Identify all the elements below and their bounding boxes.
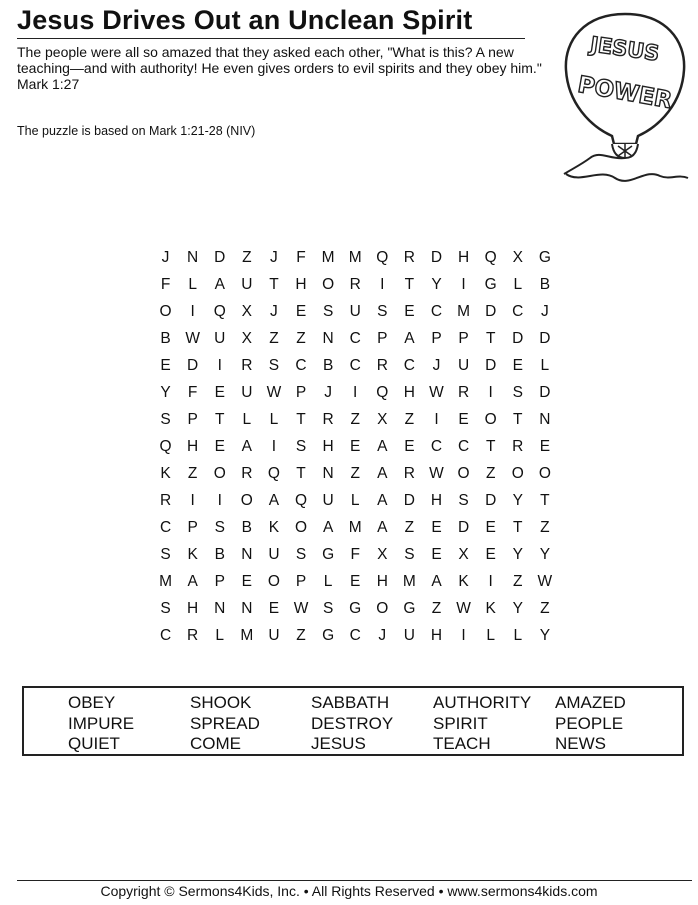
grid-letter[interactable]: M — [348, 519, 362, 536]
grid-letter[interactable]: M — [240, 627, 254, 644]
grid-letter[interactable]: H — [322, 438, 334, 455]
grid-letter[interactable]: W — [429, 465, 444, 482]
grid-letter[interactable]: E — [241, 573, 252, 590]
grid-letter[interactable]: J — [378, 627, 387, 644]
grid-letter[interactable]: A — [377, 519, 388, 536]
grid-letter[interactable]: G — [538, 249, 551, 266]
grid-letter[interactable]: X — [241, 303, 252, 320]
grid-letter[interactable]: A — [377, 438, 388, 455]
grid-letter[interactable]: J — [161, 249, 170, 266]
grid-letter[interactable]: E — [404, 303, 415, 320]
grid-letter[interactable]: C — [403, 357, 415, 374]
grid-letter[interactable]: U — [457, 357, 470, 374]
word-bank-item: PEOPLE — [555, 713, 624, 733]
grid-letter[interactable]: S — [322, 600, 334, 617]
grid-letter[interactable]: I — [190, 492, 195, 509]
grid-letter[interactable]: C — [430, 303, 443, 320]
grid-letter[interactable]: K — [160, 465, 171, 482]
grid-row — [152, 435, 558, 462]
grid-letter[interactable]: O — [240, 492, 253, 509]
grid-letter[interactable]: U — [268, 546, 280, 563]
grid-letter[interactable]: U — [349, 303, 361, 320]
grid-letter[interactable]: S — [458, 492, 469, 509]
grid-letter[interactable]: O — [213, 465, 226, 482]
jesus-power-balloon-logo — [560, 8, 690, 193]
grid-letter[interactable]: F — [296, 249, 306, 266]
grid-letter[interactable]: N — [241, 546, 253, 563]
grid-letter[interactable]: J — [540, 303, 549, 320]
grid-letter[interactable]: L — [513, 276, 523, 293]
scripture-verse: The people were all so amazed that they asked each other, "What is this? A new teaching—and with authority! He even gives orders to evil spirits and they obey him." Mark 1:27 — [17, 44, 542, 92]
grid-letter[interactable]: T — [540, 492, 550, 509]
grid-letter[interactable]: M — [402, 573, 416, 590]
grid-letter[interactable]: W — [429, 384, 444, 401]
grid-letter[interactable]: I — [434, 411, 439, 428]
grid-letter[interactable]: R — [403, 249, 415, 266]
word-list — [68, 693, 665, 755]
grid-letter[interactable]: D — [403, 492, 415, 509]
grid-letter[interactable]: R — [187, 627, 199, 644]
grid-letter[interactable]: H — [430, 627, 443, 644]
grid-letter[interactable]: B — [160, 330, 171, 347]
grid-letter[interactable]: C — [295, 357, 307, 374]
grid-letter[interactable]: W — [537, 573, 553, 590]
grid-letter[interactable]: Z — [404, 519, 415, 536]
grid-letter[interactable]: R — [376, 357, 388, 374]
grid-letter[interactable]: Z — [404, 411, 415, 428]
grid-letter[interactable]: S — [404, 546, 415, 563]
grid-letter[interactable]: H — [403, 384, 415, 401]
word-bank-item: SHOOK — [190, 693, 252, 712]
word-bank-item: NEWS — [555, 734, 606, 753]
grid-letter[interactable]: A — [187, 573, 198, 590]
grid-row — [152, 354, 558, 381]
page-title: Jesus Drives Out an Unclean Spirit — [17, 5, 473, 35]
word-bank-item: SPIRIT — [433, 713, 488, 733]
grid-letter[interactable]: P — [458, 330, 469, 347]
word-search-grid[interactable] — [152, 246, 558, 651]
grid-letter[interactable]: F — [187, 384, 198, 401]
grid-letter[interactable]: B — [241, 519, 252, 536]
grid-letter[interactable]: O — [159, 303, 172, 320]
grid-letter[interactable]: M — [321, 249, 335, 266]
grid-letter[interactable]: Y — [512, 492, 523, 509]
grid-letter[interactable]: E — [485, 519, 496, 536]
grid-letter[interactable]: C — [512, 303, 524, 320]
grid-letter[interactable]: I — [461, 627, 466, 644]
grid-letter[interactable]: H — [187, 438, 199, 455]
grid-letter[interactable]: X — [458, 546, 469, 563]
grid-letter[interactable]: D — [539, 330, 551, 347]
grid-letter[interactable]: L — [540, 357, 550, 374]
grid-row — [152, 381, 558, 408]
word-bank-item: COME — [190, 734, 241, 753]
grid-letter[interactable]: P — [295, 573, 307, 590]
grid-letter[interactable]: I — [353, 384, 358, 401]
grid-row — [152, 570, 558, 597]
word-bank-item: AUTHORITY — [433, 693, 532, 712]
grid-letter[interactable]: P — [214, 573, 225, 590]
grid-letter[interactable]: X — [377, 546, 388, 563]
grid-letter[interactable]: A — [404, 330, 415, 347]
grid-letter[interactable]: N — [322, 330, 334, 347]
grid-letter[interactable]: S — [214, 519, 225, 536]
grid-letter[interactable]: G — [322, 627, 335, 644]
grid-letter[interactable]: Z — [296, 627, 306, 644]
grid-letter[interactable]: F — [350, 546, 360, 563]
grid-letter[interactable]: D — [430, 249, 443, 266]
grid-letter[interactable]: Z — [540, 519, 550, 536]
grid-letter[interactable]: H — [187, 600, 199, 617]
grid-letter[interactable]: S — [295, 438, 307, 455]
title-underline — [17, 38, 525, 39]
grid-letter[interactable]: D — [485, 492, 497, 509]
grid-letter[interactable]: Z — [513, 573, 523, 590]
grid-letter[interactable]: J — [324, 384, 332, 401]
grid-letter[interactable]: Y — [160, 384, 171, 401]
grid-row — [152, 246, 558, 273]
grid-letter[interactable]: Z — [431, 600, 442, 617]
grid-letter[interactable]: X — [241, 330, 252, 347]
grid-letter[interactable]: T — [404, 276, 415, 293]
grid-letter[interactable]: R — [241, 357, 253, 374]
grid-letter[interactable]: U — [268, 627, 280, 644]
grid-letter[interactable]: Z — [242, 249, 252, 266]
word-bank-item: SABBATH — [311, 693, 390, 712]
grid-letter[interactable]: L — [323, 573, 333, 590]
grid-letter[interactable]: K — [268, 519, 280, 536]
grid-letter[interactable]: E — [458, 411, 469, 428]
grid-row — [152, 300, 558, 327]
grid-letter[interactable]: Q — [159, 438, 172, 455]
grid-row — [152, 543, 558, 570]
grid-letter[interactable]: O — [294, 519, 308, 536]
grid-letter[interactable]: P — [187, 411, 198, 428]
grid-letter[interactable]: S — [160, 600, 171, 617]
grid-letter[interactable]: P — [295, 384, 307, 401]
grid-letter[interactable]: T — [269, 276, 279, 293]
grid-letter[interactable]: S — [322, 303, 334, 320]
grid-letter[interactable]: K — [485, 600, 496, 617]
grid-letter[interactable]: U — [322, 492, 334, 509]
grid-letter[interactable]: A — [241, 438, 252, 455]
grid-letter[interactable]: C — [349, 330, 361, 347]
grid-letter[interactable]: D — [512, 330, 524, 347]
grid-letter[interactable]: I — [461, 276, 466, 293]
word-bank-item: AMAZED — [555, 693, 626, 712]
word-bank-item: SPREAD — [190, 713, 260, 733]
grid-letter[interactable]: E — [539, 438, 551, 455]
word-bank-item: TEACH — [433, 734, 491, 753]
grid-letter[interactable]: E — [350, 573, 361, 590]
grid-letter[interactable]: G — [403, 600, 416, 617]
grid-letter[interactable]: S — [377, 303, 388, 320]
grid-letter[interactable]: J — [270, 249, 278, 266]
grid-letter[interactable]: U — [241, 384, 253, 401]
grid-letter[interactable]: A — [377, 492, 388, 509]
grid-letter[interactable]: E — [268, 600, 280, 617]
grid-letter[interactable]: O — [376, 600, 389, 617]
word-bank-item: JESUS — [311, 734, 366, 753]
grid-row — [152, 408, 558, 435]
grid-letter[interactable]: E — [214, 384, 225, 401]
grid-letter[interactable]: E — [350, 438, 361, 455]
grid-letter[interactable]: N — [322, 465, 334, 482]
grid-letter[interactable]: H — [295, 276, 307, 293]
grid-letter[interactable]: S — [160, 546, 171, 563]
grid-letter[interactable]: I — [380, 276, 385, 293]
logo-word-jesus: JESUS — [588, 32, 661, 66]
grid-letter[interactable]: Y — [539, 546, 551, 563]
grid-letter[interactable]: W — [185, 330, 200, 347]
copyright-footer: Copyright © Sermons4Kids, Inc. • All Rights Reserved • www.sermons4kids.com — [100, 883, 598, 899]
grid-letter[interactable]: C — [349, 357, 361, 374]
grid-letter[interactable]: T — [215, 411, 225, 428]
grid-letter[interactable]: A — [268, 492, 280, 509]
grid-letter[interactable]: E — [404, 438, 415, 455]
grid-letter[interactable]: G — [349, 600, 362, 617]
grid-row — [152, 273, 558, 300]
grid-letter[interactable]: N — [214, 600, 226, 617]
grid-letter[interactable]: C — [349, 627, 361, 644]
grid-letter[interactable]: J — [270, 303, 278, 320]
grid-letter[interactable]: G — [484, 276, 497, 293]
grid-letter[interactable]: R — [457, 384, 470, 401]
grid-letter[interactable]: Q — [294, 492, 308, 509]
grid-letter[interactable]: O — [484, 411, 497, 428]
grid-letter[interactable]: Z — [540, 600, 550, 617]
grid-letter[interactable]: M — [457, 303, 471, 320]
grid-letter[interactable]: L — [215, 627, 225, 644]
grid-letter[interactable]: A — [377, 465, 388, 482]
word-bank-item: QUIET — [68, 734, 120, 753]
grid-letter[interactable]: H — [430, 492, 443, 509]
grid-letter[interactable]: W — [293, 600, 309, 617]
grid-row — [152, 624, 558, 651]
grid-letter[interactable]: T — [485, 438, 496, 455]
grid-letter[interactable]: O — [538, 465, 551, 482]
grid-letter[interactable]: W — [456, 600, 471, 617]
grid-letter[interactable]: R — [241, 465, 253, 482]
grid-letter[interactable]: P — [431, 330, 442, 347]
word-bank-item: OBEY — [68, 693, 116, 712]
grid-letter[interactable]: H — [376, 573, 388, 590]
logo-word-power: POWER — [575, 71, 674, 115]
grid-letter[interactable]: T — [485, 330, 496, 347]
grid-row — [152, 516, 558, 543]
grid-letter[interactable]: C — [159, 519, 172, 536]
grid-letter[interactable]: U — [403, 627, 415, 644]
grid-row — [152, 489, 558, 516]
word-bank-item: IMPURE — [68, 713, 135, 733]
grid-letter[interactable]: E — [214, 438, 225, 455]
grid-letter[interactable]: C — [457, 438, 470, 455]
grid-letter[interactable]: N — [241, 600, 253, 617]
grid-letter[interactable]: Y — [512, 546, 523, 563]
grid-letter[interactable]: O — [322, 276, 335, 293]
grid-letter[interactable]: T — [296, 411, 306, 428]
grid-letter[interactable]: A — [214, 276, 225, 293]
grid-row — [152, 462, 558, 489]
grid-letter[interactable]: R — [159, 492, 172, 509]
grid-letter[interactable]: B — [214, 546, 225, 563]
grid-letter[interactable]: A — [322, 519, 334, 536]
grid-letter[interactable]: Q — [484, 249, 497, 266]
grid-letter[interactable]: E — [295, 303, 307, 320]
grid-letter[interactable]: O — [511, 465, 524, 482]
grid-letter[interactable]: N — [187, 249, 199, 266]
grid-letter[interactable]: D — [214, 249, 226, 266]
grid-letter[interactable]: B — [322, 357, 334, 374]
grid-row — [152, 327, 558, 354]
grid-letter[interactable]: D — [485, 357, 497, 374]
grid-letter[interactable]: Y — [431, 276, 442, 293]
grid-letter[interactable]: L — [269, 411, 279, 428]
grid-letter[interactable]: Z — [296, 330, 306, 347]
grid-letter[interactable]: Z — [269, 330, 279, 347]
grid-letter[interactable]: Q — [213, 303, 226, 320]
word-bank-item: DESTROY — [311, 713, 394, 733]
grid-letter[interactable]: O — [457, 465, 470, 482]
grid-letter[interactable]: I — [271, 438, 277, 455]
grid-letter[interactable]: Z — [350, 411, 360, 428]
grid-letter[interactable]: D — [187, 357, 199, 374]
grid-letter[interactable]: I — [488, 384, 493, 401]
grid-letter[interactable]: I — [217, 357, 222, 374]
grid-letter[interactable]: P — [187, 519, 198, 536]
grid-letter[interactable]: M — [348, 249, 362, 266]
grid-letter[interactable]: W — [266, 384, 282, 401]
grid-letter[interactable]: X — [512, 249, 523, 266]
puzzle-source-note: The puzzle is based on Mark 1:21-28 (NIV) — [17, 124, 256, 138]
grid-letter[interactable]: R — [512, 438, 524, 455]
grid-letter[interactable]: D — [539, 384, 551, 401]
grid-letter[interactable]: U — [214, 330, 226, 347]
grid-letter[interactable]: H — [457, 249, 470, 266]
grid-letter[interactable]: E — [512, 357, 523, 374]
grid-letter[interactable]: S — [160, 411, 171, 428]
grid-letter[interactable]: Q — [376, 249, 389, 266]
footer-divider — [17, 880, 692, 881]
grid-letter[interactable]: D — [485, 303, 497, 320]
grid-letter[interactable]: Z — [485, 465, 496, 482]
grid-letter[interactable]: L — [350, 492, 360, 509]
grid-letter[interactable]: Q — [267, 465, 280, 482]
word-bank — [22, 686, 684, 756]
grid-letter[interactable]: L — [188, 276, 197, 293]
grid-letter[interactable]: B — [539, 276, 551, 293]
grid-letter[interactable]: L — [513, 627, 523, 644]
grid-letter[interactable]: R — [403, 465, 415, 482]
grid-letter[interactable]: F — [160, 276, 171, 293]
grid-letter[interactable]: Q — [376, 384, 389, 401]
grid-letter[interactable]: J — [432, 357, 441, 374]
grid-letter[interactable]: X — [377, 411, 388, 428]
grid-letter[interactable]: K — [458, 573, 469, 590]
grid-letter[interactable]: L — [486, 627, 495, 644]
grid-letter[interactable]: R — [322, 411, 334, 428]
grid-letter[interactable]: I — [217, 492, 222, 509]
grid-letter[interactable]: Z — [350, 465, 360, 482]
grid-letter[interactable]: M — [159, 573, 172, 590]
grid-letter[interactable]: P — [377, 330, 388, 347]
grid-letter[interactable]: Y — [539, 627, 551, 644]
grid-letter[interactable]: G — [322, 546, 335, 563]
grid-letter[interactable]: K — [187, 546, 198, 563]
grid-letter[interactable]: S — [295, 546, 307, 563]
grid-letter[interactable]: U — [241, 276, 253, 293]
grid-letter[interactable]: O — [267, 573, 280, 590]
grid-letter[interactable]: N — [539, 411, 551, 428]
grid-letter[interactable]: D — [457, 519, 470, 536]
grid-letter[interactable]: Z — [187, 465, 198, 482]
grid-letter[interactable]: E — [485, 546, 496, 563]
grid-letter[interactable]: A — [431, 573, 442, 590]
grid-letter[interactable]: T — [513, 519, 523, 536]
grid-row — [152, 597, 558, 624]
grid-letter[interactable]: T — [513, 411, 523, 428]
grid-letter[interactable]: E — [431, 519, 442, 536]
grid-letter[interactable]: E — [431, 546, 442, 563]
grid-letter[interactable]: I — [488, 573, 493, 590]
grid-letter[interactable]: Y — [512, 600, 523, 617]
grid-letter[interactable]: C — [159, 627, 172, 644]
grid-letter[interactable]: C — [430, 438, 443, 455]
grid-letter[interactable]: L — [242, 411, 252, 428]
grid-letter[interactable]: T — [296, 465, 306, 482]
grid-letter[interactable]: I — [190, 303, 195, 320]
grid-letter[interactable]: S — [512, 384, 523, 401]
grid-letter[interactable]: E — [160, 357, 171, 374]
grid-letter[interactable]: S — [268, 357, 280, 374]
grid-letter[interactable]: R — [349, 276, 361, 293]
